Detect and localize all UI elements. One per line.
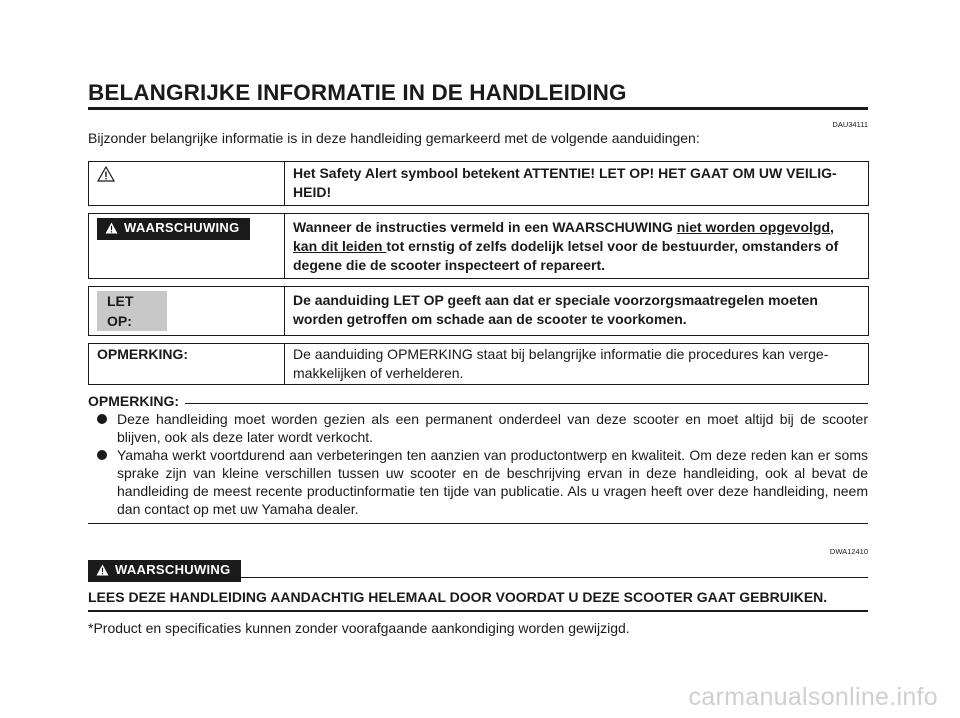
warning-text-underlined: niet worden opgevolgd, kan dit leiden <box>293 219 834 254</box>
note-section-header <box>88 393 868 410</box>
warning-badge-bottom <box>88 560 241 582</box>
warning-text-a: Wanneer de instructies vermeld in een WAARSCHUWING <box>293 219 677 235</box>
bullet-icon <box>97 450 107 460</box>
note-bullet-list <box>88 410 868 518</box>
letop-badge: LET OP: <box>97 291 167 331</box>
note-text: De aanduiding OPMERKING staat bij belangrijke informatie die procedures kan verge-makkelijken of verhelderen. <box>285 344 869 385</box>
warning-text-b: tot ernstig of zelfs dodelijk letsel voor de bestuurder, omstanders of degene die de scooter inspecteert of repareert. <box>293 238 839 273</box>
note-symbol-cell <box>89 344 285 385</box>
footnote: *Product en specificaties kunnen zonder voorafgaande aankondiging worden gewijzigd. <box>88 619 630 636</box>
bullet-icon <box>97 414 107 424</box>
intro-text: Bijzonder belangrijke informatie is in deze handleiding gemarkeerd met de volgende aanduidingen: <box>88 130 700 146</box>
list-item: Yamaha werkt voortdurend aan verbeteringen ten aanzien van productontwerp en kwaliteit. Om deze reden kan er soms sprake zijn van kleine verschillen tussen uw scooter en de beschrijving ervan in deze handleiding, ook al bevat de handleiding de meest recente productinformatie ten tijde van publicatie. Als u vragen heeft over deze handleiding, neem dan contact op met uw Yamaha dealer. <box>88 446 868 518</box>
note-end-rule <box>88 523 868 524</box>
letop-text: De aanduiding LET OP geeft aan dat er speciale voorzorgsmaatregelen moeten worden getroffen om schade aan de scooter te voorkomen. <box>285 287 869 336</box>
warning-badge <box>97 218 250 240</box>
section-code-bottom: DWA12410 <box>829 547 868 556</box>
warning-triangle-icon <box>96 562 109 582</box>
watermark: carmanualsonline.info <box>688 683 938 711</box>
legend-table <box>88 161 869 385</box>
warning-section-header <box>88 560 868 582</box>
warning-end-rule <box>88 610 868 612</box>
title-rule <box>88 107 868 110</box>
list-item: Deze handleiding moet worden gezien als een permanent onderdeel van deze scooter en moet altijd bij de scooter blijven, ook als deze later wordt verkocht. <box>88 410 868 446</box>
safety-alert-icon <box>97 169 115 185</box>
manual-page <box>88 80 868 637</box>
section-code-top: DAU34111 <box>832 120 868 129</box>
legend-row-note <box>89 344 869 385</box>
warning-badge-label: WAARSCHUWING <box>124 220 240 235</box>
page-title: BELANGRIJKE INFORMATIE IN DE HANDLEIDING <box>88 80 627 105</box>
safety-symbol-cell <box>89 162 285 206</box>
legend-row-safety <box>89 162 869 206</box>
letop-symbol-cell <box>89 287 285 336</box>
note-header-rule <box>185 403 868 404</box>
warning-header-rule <box>241 577 868 579</box>
warning-badge-bottom-label: WAARSCHUWING <box>115 562 231 577</box>
warning-statement: LEES DEZE HANDLEIDING AANDACHTIG HELEMAAL DOOR VOORDAT U DEZE SCOOTER GAAT GEBRUIKEN. <box>88 589 828 605</box>
warning-text <box>285 214 869 279</box>
warning-symbol-cell <box>89 214 285 279</box>
safety-text: Het Safety Alert symbool betekent ATTENTIE! LET OP! HET GAAT OM UW VEILIG-HEID! <box>285 162 869 206</box>
note-section-label: OPMERKING: <box>88 393 179 409</box>
legend-row-letop <box>89 287 869 336</box>
note-label: OPMERKING: <box>97 346 188 362</box>
legend-row-warning <box>89 214 869 279</box>
warning-triangle-icon <box>105 220 118 240</box>
